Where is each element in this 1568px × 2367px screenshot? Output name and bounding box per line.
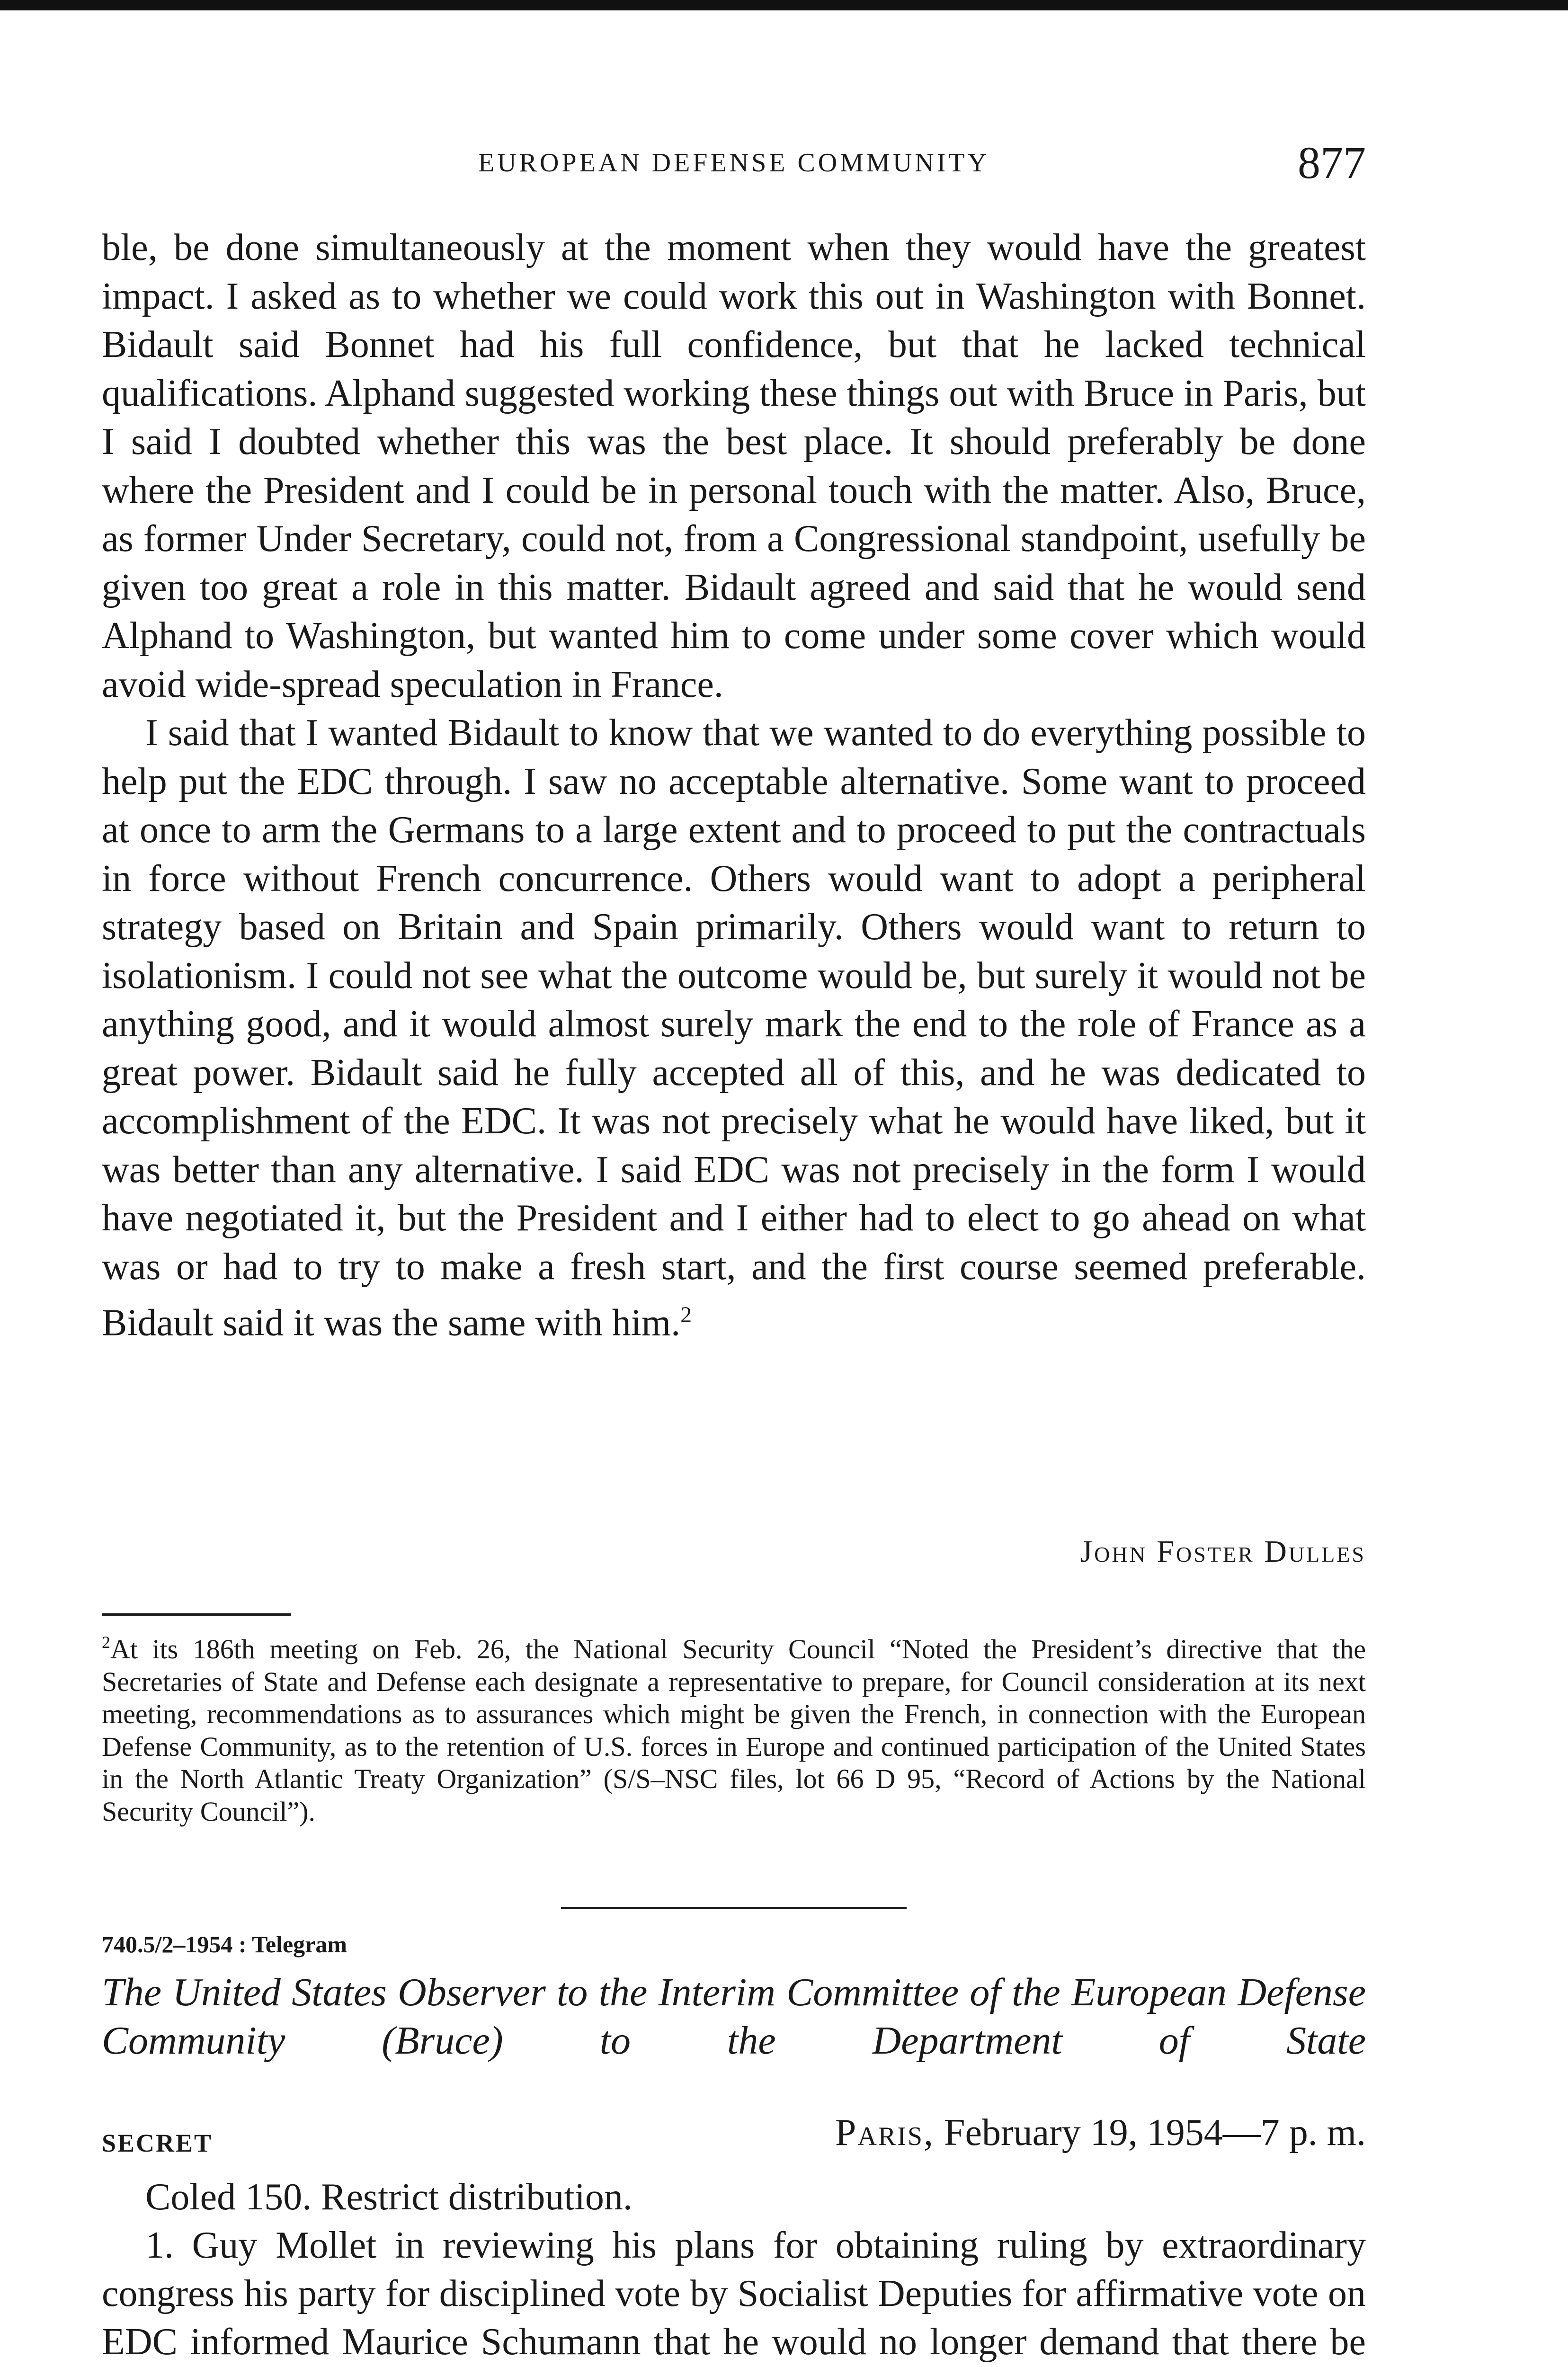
telegram-text (102, 2173, 1366, 2367)
footnote-marker: 2 (102, 1633, 110, 1652)
dateline-date: February 19, 1954—7 p. m. (944, 2112, 1366, 2153)
dateline-city: Paris, (835, 2112, 935, 2153)
footnote (102, 1626, 1366, 1828)
file-number: 740.5/2–1954 : Telegram (102, 1931, 347, 1958)
body-paragraph: ble, be done simultaneously at the moment when they would have the greatest impact. I asked as to whether we could work this out in Washington with Bonnet. Bidault said Bonnet had his full confidence, but that he lacked technical qualifications. Alphand suggested working these things out with Bruce in Paris, but I said I doubted whether this was the best place. It should preferably be done where the President and I could be in personal touch with the matter. Also, Bruce, as former Under Secretary, could not, from a Congressional standpoint, usefully be given too great a role in this matter. Bidault agreed and said that he would send Alphand to Washington, but wanted him to come under some cover which would avoid wide-spread speculation in France. (102, 227, 1366, 705)
running-title: EUROPEAN DEFENSE COMMUNITY (478, 148, 990, 178)
document-title: The United States Observer to the Interim Committee of the European Defense Community (Bruce) to the Department of State (102, 1970, 1366, 2063)
body-text (102, 223, 1366, 1347)
classification-label: SECRET (102, 2129, 213, 2157)
telegram-paragraph: Coled 150. Restrict distribution. (145, 2176, 633, 2218)
footnote-reference[interactable]: 2 (680, 1302, 692, 1327)
telegram-paragraph: 1. Guy Mollet in reviewing his plans for obtaining ruling by extraordinary congress his party for disciplined vote by Socialist Deputies for affirmative vote on EDC informed Maurice Schumann that he would no longer demand that there be (102, 2225, 1366, 2363)
footnote-text: At its 186th meeting on Feb. 26, the National Security Council “Noted the President’s directive that the Secretaries of State and Defense each designate a representative to prepare, for Council consideration at its next meeting, recommendations as to assurances which might be given the French, in connection with the European Defense Community, as to the retention of U.S. forces in Europe and continued participation of the United States in the North Atlantic Treaty Organization” (S/S–NSC files, lot 66 D 95, “Record of Actions by the National Security Council”). (102, 1634, 1366, 1827)
section-divider (561, 1907, 907, 1909)
dateline (835, 2111, 1366, 2154)
footnote-divider (102, 1613, 291, 1616)
page-number: 877 (1298, 137, 1366, 188)
body-paragraph (102, 709, 1366, 1347)
top-border-rule (0, 0, 1568, 10)
paragraph-text: I said that I wanted Bidault to know that we wanted to do everything possible to help put the EDC through. I saw no acceptable alternative. Some want to proceed at once to arm the Germans to a large extent and to proceed to put the contractuals in force without French concurrence. Others would want to adopt a peripheral strategy based on Britain and Spain primarily. Others would want to return to isolationism. I could not see what the outcome would be, but surely it would not be anything good, and it would almost surely mark the end to the role of France as a great power. Bidault said he fully accepted all of this, and he was dedicated to accomplishment of the EDC. It was not precisely what he would have liked, but it was better than any alternative. I said EDC was not precisely in the form I would have negotiated it, but the President and I either had to elect to go ahead on what was or had to try to make a fresh start, and the first course seemed preferable. Bidault said it was the same with him. (102, 712, 1366, 1344)
running-header (102, 137, 1366, 189)
signature: John Foster Dulles (1080, 1534, 1366, 1569)
